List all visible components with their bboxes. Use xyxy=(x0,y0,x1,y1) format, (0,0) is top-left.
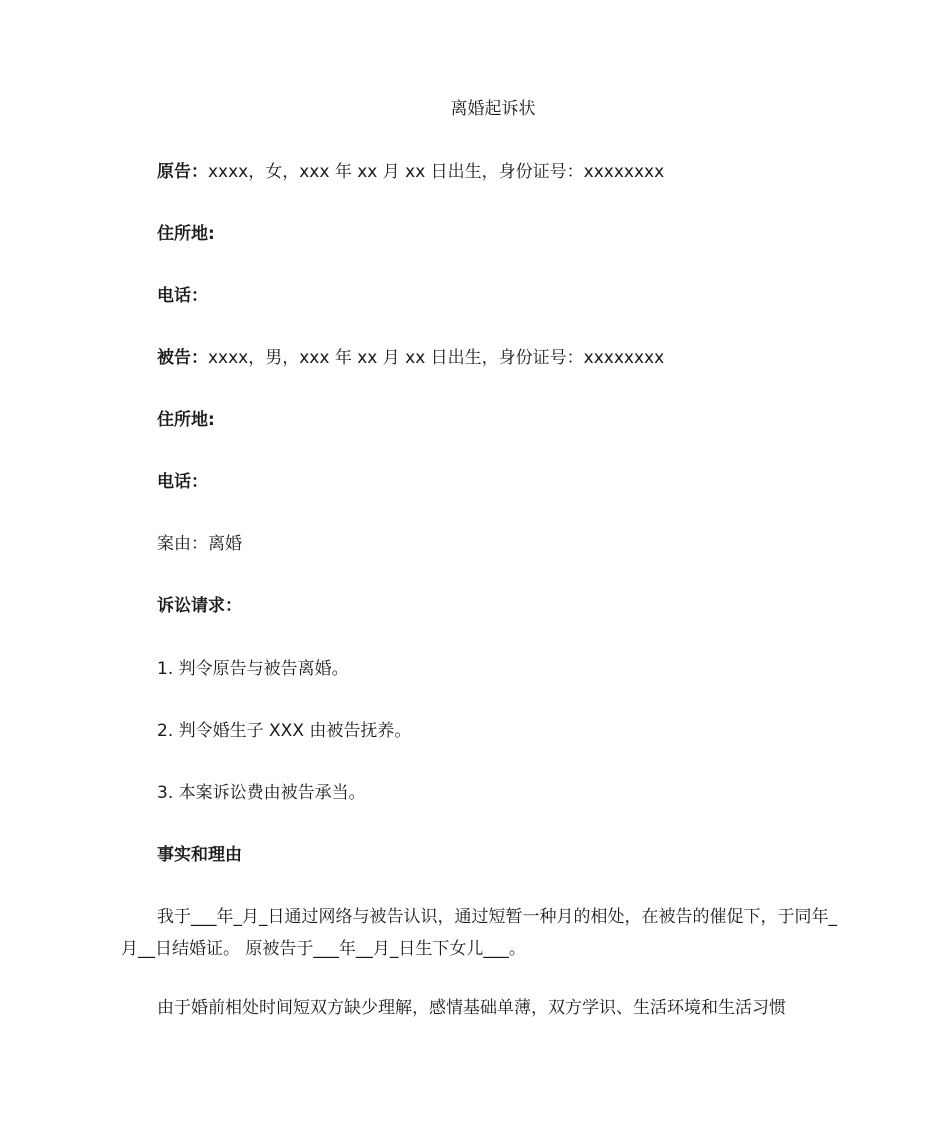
defendant-info: xxxx，男，xxx 年 xx 月 xx 日出生，身份证号：xxxxxxxx xyxy=(208,348,665,368)
defendant-phone-label: 电话： xyxy=(157,472,208,492)
defendant-line xyxy=(157,346,664,370)
facts-paragraph: 我于___年_月_日通过网络与被告认识，通过短暂一种月的相处，在被告的催促下，于同年_月__日结婚证。 原被告于___年__月_日生下女儿___。 xyxy=(121,907,837,959)
case-cause: 案由：离婚 xyxy=(157,534,242,554)
plaintiff-phone-label: 电话： xyxy=(157,286,208,306)
plaintiff-info: xxxx，女，xxx 年 xx 月 xx 日出生，身份证号：xxxxxxxx xyxy=(208,162,665,182)
claim-item: 2. 判令婚生子 XXX 由被告抚养。 xyxy=(157,721,412,741)
facts-heading: 事实和理由 xyxy=(157,845,242,865)
claims-heading: 诉讼请求： xyxy=(157,596,242,616)
plaintiff-line xyxy=(157,160,664,184)
claim-item: 1. 判令原告与被告离婚。 xyxy=(157,659,349,679)
facts-paragraph: 由于婚前相处时间短双方缺少理解，感情基础单薄，双方学识、生活环境和生活习惯 xyxy=(157,998,786,1018)
claim-item: 3. 本案诉讼费由被告承当。 xyxy=(157,783,366,803)
plaintiff-address-label: 住所地: xyxy=(157,224,215,244)
defendant-label: 被告： xyxy=(157,348,208,368)
plaintiff-label: 原告： xyxy=(157,162,208,182)
document-title: 离婚起诉状 xyxy=(450,99,536,119)
defendant-address-label: 住所地: xyxy=(157,410,215,430)
